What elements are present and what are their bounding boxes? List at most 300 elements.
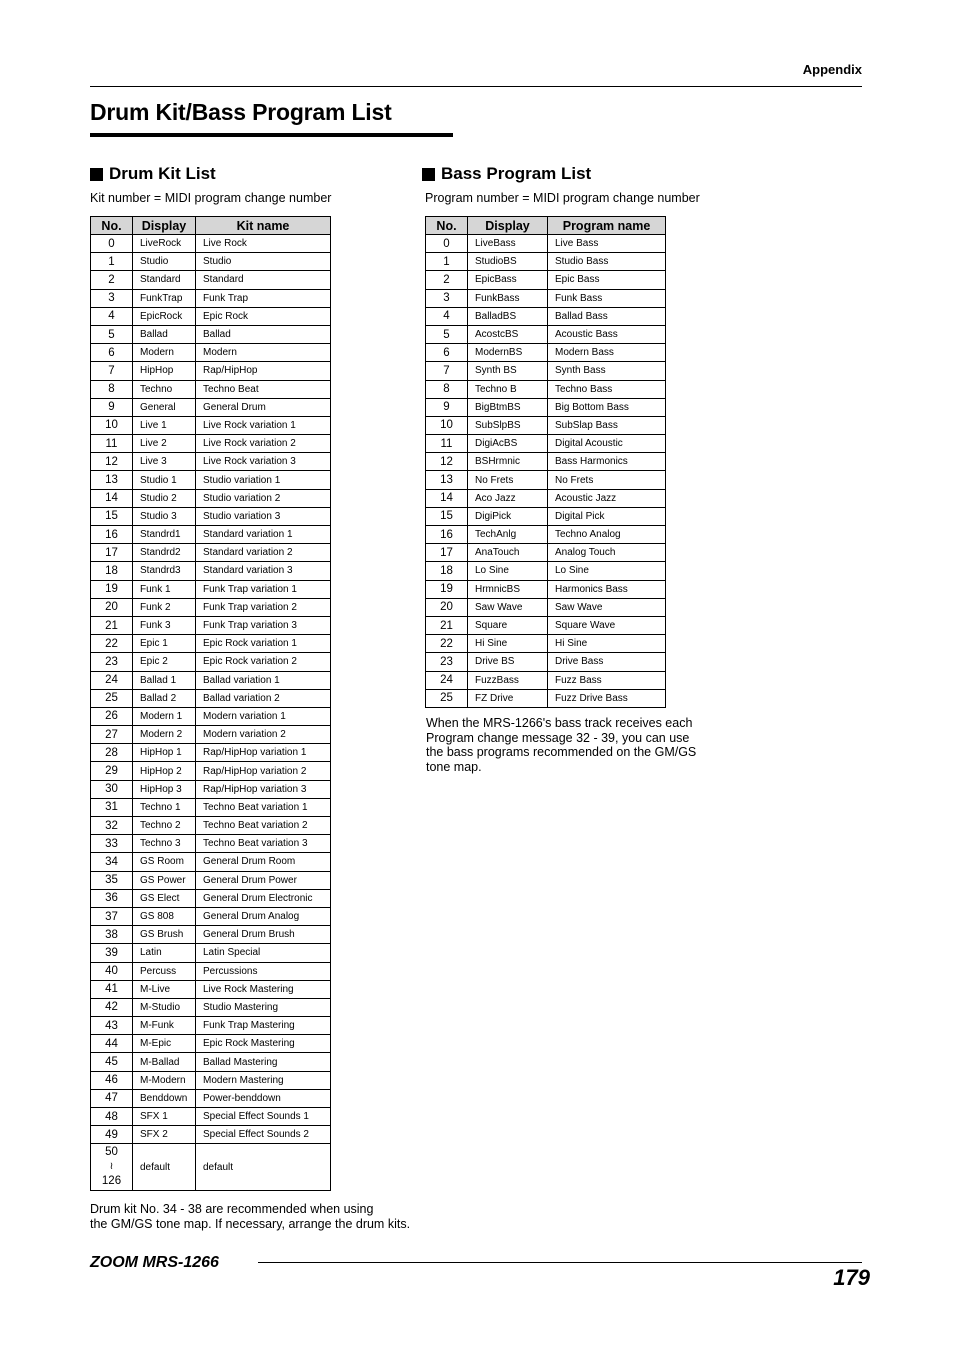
table-row [426, 380, 666, 398]
table-row [91, 798, 331, 816]
drum-kit-note-line: the GM/GS tone map. If necessary, arrange the drum kits. [90, 1216, 411, 1231]
row-display: Modern 1 [133, 707, 196, 725]
bass-program-table [425, 216, 666, 708]
row-name: Digital Acoustic [548, 435, 666, 453]
bass-program-note-line: Program change message 32 - 39, you can use [426, 730, 690, 745]
row-number: 31 [91, 798, 133, 816]
row-number: 3 [426, 289, 468, 307]
table-row [91, 889, 331, 907]
row-number: 26 [91, 707, 133, 725]
row-display: HrmnicBS [468, 580, 548, 598]
table-row [91, 726, 331, 744]
row-display: GS Room [133, 853, 196, 871]
row-number: 35 [91, 871, 133, 889]
row-name: Ballad [196, 325, 331, 343]
row-display: FZ Drive [468, 689, 548, 707]
row-name: Drive Bass [548, 653, 666, 671]
row-display: Epic 2 [133, 653, 196, 671]
row-name: Percussions [196, 962, 331, 980]
row-name: Fuzz Drive Bass [548, 689, 666, 707]
row-number: 22 [426, 635, 468, 653]
row-name: Live Rock variation 1 [196, 416, 331, 434]
section-label: Appendix [802, 62, 862, 77]
row-number: 23 [91, 653, 133, 671]
row-number: 42 [91, 998, 133, 1016]
table-row [91, 907, 331, 925]
row-number: 24 [426, 671, 468, 689]
row-number: 20 [91, 598, 133, 616]
row-display: Studio 1 [133, 471, 196, 489]
table-row [91, 1071, 331, 1089]
table-row [91, 835, 331, 853]
row-number: 12 [426, 453, 468, 471]
row-display: GS Power [133, 871, 196, 889]
row-display: Ballad 1 [133, 671, 196, 689]
row-number: 10 [426, 416, 468, 434]
row-number: 4 [91, 307, 133, 325]
row-number: 38 [91, 926, 133, 944]
row-name: General Drum Room [196, 853, 331, 871]
bass-program-subnote: Program number = MIDI program change number [425, 191, 700, 205]
row-display: SubSlpBS [468, 416, 548, 434]
row-display: Ballad 2 [133, 689, 196, 707]
table-row [91, 1108, 331, 1126]
row-display: Live 1 [133, 416, 196, 434]
row-name: Special Effect Sounds 2 [196, 1126, 331, 1144]
row-name: Studio Bass [548, 253, 666, 271]
table-row [91, 653, 331, 671]
table-row [91, 689, 331, 707]
row-number: 21 [426, 616, 468, 634]
table-row [91, 307, 331, 325]
row-number-range [91, 1144, 133, 1191]
row-number: 0 [426, 235, 468, 253]
row-name: No Frets [548, 471, 666, 489]
table-row [91, 507, 331, 525]
row-display: Studio [133, 253, 196, 271]
table-row [426, 507, 666, 525]
table-row [91, 762, 331, 780]
row-name: Studio variation 1 [196, 471, 331, 489]
row-number: 40 [91, 962, 133, 980]
row-name: Techno Beat variation 2 [196, 817, 331, 835]
row-number: 28 [91, 744, 133, 762]
table-row [91, 325, 331, 343]
row-display: DigiPick [468, 507, 548, 525]
row-name: Techno Analog [548, 526, 666, 544]
row-display: Modern 2 [133, 726, 196, 744]
table-row [91, 1089, 331, 1107]
row-name: Rap/HipHop variation 2 [196, 762, 331, 780]
row-number: 25 [426, 689, 468, 707]
table-row [426, 689, 666, 707]
row-number: 18 [91, 562, 133, 580]
table-row [426, 453, 666, 471]
row-number: 48 [91, 1108, 133, 1126]
row-number: 25 [91, 689, 133, 707]
row-number: 39 [91, 944, 133, 962]
column-header-no: No. [91, 217, 133, 235]
row-number: 2 [426, 271, 468, 289]
range-from: 50 [105, 1146, 118, 1159]
top-rule [90, 86, 862, 87]
range-stack [91, 1145, 132, 1189]
row-display: TechAnlg [468, 526, 548, 544]
table-row [426, 598, 666, 616]
row-number: 4 [426, 307, 468, 325]
table-row [426, 325, 666, 343]
row-name: Epic Rock variation 1 [196, 635, 331, 653]
row-name: Epic Rock Mastering [196, 1035, 331, 1053]
row-name: Latin Special [196, 944, 331, 962]
table-row [91, 926, 331, 944]
row-display: M-Ballad [133, 1053, 196, 1071]
row-number: 14 [426, 489, 468, 507]
table-row [426, 307, 666, 325]
row-name: Epic Rock [196, 307, 331, 325]
row-display: Aco Jazz [468, 489, 548, 507]
bass-program-note-line: the bass programs recommended on the GM/GS [426, 745, 697, 759]
row-display: SFX 2 [133, 1126, 196, 1144]
row-name: Acoustic Bass [548, 325, 666, 343]
row-number: 7 [91, 362, 133, 380]
row-name: Rap/HipHop [196, 362, 331, 380]
row-name: Ballad variation 1 [196, 671, 331, 689]
table-row [426, 489, 666, 507]
row-name: Saw Wave [548, 598, 666, 616]
row-display: GS Brush [133, 926, 196, 944]
table-row [91, 871, 331, 889]
row-display: Ballad [133, 325, 196, 343]
table-row [426, 580, 666, 598]
row-display: Techno 3 [133, 835, 196, 853]
row-display: BigBtmBS [468, 398, 548, 416]
row-name: Studio variation 2 [196, 489, 331, 507]
row-display: Funk 2 [133, 598, 196, 616]
table-row [91, 253, 331, 271]
table-row [91, 271, 331, 289]
row-display: FuzzBass [468, 671, 548, 689]
page-number: 179 [833, 1265, 870, 1290]
row-name: Lo Sine [548, 562, 666, 580]
row-name: Analog Touch [548, 544, 666, 562]
bass-program-heading [422, 164, 591, 184]
row-display: BalladBS [468, 307, 548, 325]
row-name: Live Rock variation 3 [196, 453, 331, 471]
row-name: General Drum Brush [196, 926, 331, 944]
row-name: General Drum Power [196, 871, 331, 889]
table-row [426, 235, 666, 253]
row-number: 14 [91, 489, 133, 507]
table-row [91, 944, 331, 962]
row-name: Bass Harmonics [548, 453, 666, 471]
row-name: General Drum Electronic [196, 889, 331, 907]
row-display: BSHrmnic [468, 453, 548, 471]
row-name: Live Rock variation 2 [196, 435, 331, 453]
row-name: Ballad variation 2 [196, 689, 331, 707]
row-number: 20 [426, 598, 468, 616]
row-number: 8 [91, 380, 133, 398]
row-display: Techno 1 [133, 798, 196, 816]
row-number: 49 [91, 1126, 133, 1144]
row-name: Live Rock Mastering [196, 980, 331, 998]
table-row [91, 1017, 331, 1035]
row-number: 37 [91, 907, 133, 925]
row-number: 19 [91, 580, 133, 598]
row-number: 43 [91, 1017, 133, 1035]
row-number: 12 [91, 453, 133, 471]
row-number: 30 [91, 780, 133, 798]
table-row [91, 1053, 331, 1071]
row-display: M-Studio [133, 998, 196, 1016]
table-row [91, 780, 331, 798]
row-name: Funk Trap variation 2 [196, 598, 331, 616]
row-display: Drive BS [468, 653, 548, 671]
table-row [91, 471, 331, 489]
drum-kit-note-line: Drum kit No. 34 - 38 are recommended when using [90, 1202, 374, 1216]
row-number: 41 [91, 980, 133, 998]
table-row [426, 398, 666, 416]
table-row [91, 362, 331, 380]
row-number: 2 [91, 271, 133, 289]
row-number: 5 [91, 325, 133, 343]
row-number: 17 [91, 544, 133, 562]
table-row [91, 235, 331, 253]
column-header-no: No. [426, 217, 468, 235]
row-name: Studio [196, 253, 331, 271]
row-name: Modern Mastering [196, 1071, 331, 1089]
row-number: 36 [91, 889, 133, 907]
row-display: EpicRock [133, 307, 196, 325]
row-number: 13 [91, 471, 133, 489]
row-number: 29 [91, 762, 133, 780]
row-display: SFX 1 [133, 1108, 196, 1126]
row-display: Synth BS [468, 362, 548, 380]
row-number: 3 [91, 289, 133, 307]
table-row [91, 489, 331, 507]
row-name: Modern variation 1 [196, 707, 331, 725]
row-name: Techno Beat [196, 380, 331, 398]
row-name: Standard variation 1 [196, 526, 331, 544]
row-number: 15 [426, 507, 468, 525]
row-number: 23 [426, 653, 468, 671]
row-number: 17 [426, 544, 468, 562]
column-header-display: Display [133, 217, 196, 235]
row-name: General Drum [196, 398, 331, 416]
page-title: Drum Kit/Bass Program List [90, 99, 392, 125]
square-bullet-icon [90, 168, 103, 181]
row-number: 11 [426, 435, 468, 453]
table-row [91, 580, 331, 598]
row-display: Standrd1 [133, 526, 196, 544]
row-number: 7 [426, 362, 468, 380]
table-row [91, 453, 331, 471]
row-name: SubSlap Bass [548, 416, 666, 434]
row-number: 32 [91, 817, 133, 835]
table-row [426, 671, 666, 689]
bass-program-heading-text: Bass Program List [441, 164, 592, 183]
row-name: default [196, 1144, 331, 1191]
row-display: LiveRock [133, 235, 196, 253]
row-display: M-Epic [133, 1035, 196, 1053]
footer-rule [258, 1262, 862, 1263]
row-display: Epic 1 [133, 635, 196, 653]
row-name: Fuzz Bass [548, 671, 666, 689]
row-name: Modern Bass [548, 344, 666, 362]
table-row [426, 435, 666, 453]
row-display: HipHop [133, 362, 196, 380]
row-display: LiveBass [468, 235, 548, 253]
row-display: M-Funk [133, 1017, 196, 1035]
table-row [426, 362, 666, 380]
row-display: Square [468, 616, 548, 634]
row-display: Hi Sine [468, 635, 548, 653]
table-row [426, 562, 666, 580]
row-number: 6 [426, 344, 468, 362]
row-number: 10 [91, 416, 133, 434]
row-display: Saw Wave [468, 598, 548, 616]
row-name: Live Rock [196, 235, 331, 253]
row-name: Live Bass [548, 235, 666, 253]
row-name: Power-benddown [196, 1089, 331, 1107]
row-name: Special Effect Sounds 1 [196, 1108, 331, 1126]
row-name: Epic Rock variation 2 [196, 653, 331, 671]
row-name: Ballad Bass [548, 307, 666, 325]
row-display: Studio 2 [133, 489, 196, 507]
row-name: Studio Mastering [196, 998, 331, 1016]
row-name: Studio variation 3 [196, 507, 331, 525]
table-row [426, 289, 666, 307]
row-display: Percuss [133, 962, 196, 980]
row-name: Digital Pick [548, 507, 666, 525]
row-number: 34 [91, 853, 133, 871]
column-header-display: Display [468, 217, 548, 235]
table-row [91, 526, 331, 544]
row-display: GS Elect [133, 889, 196, 907]
row-number: 27 [91, 726, 133, 744]
row-number: 16 [426, 526, 468, 544]
table-row [426, 653, 666, 671]
table-row [91, 817, 331, 835]
table-row [426, 616, 666, 634]
bass-program-note-line: tone map. [426, 759, 482, 774]
row-name: Rap/HipHop variation 1 [196, 744, 331, 762]
bass-program-note [426, 716, 696, 774]
row-number: 11 [91, 435, 133, 453]
range-to: 126 [101, 1175, 122, 1188]
row-number: 46 [91, 1071, 133, 1089]
row-display: Modern [133, 344, 196, 362]
table-row [426, 544, 666, 562]
row-number: 13 [426, 471, 468, 489]
table-row [91, 962, 331, 980]
bass-program-header-row [426, 217, 666, 235]
row-name: Funk Trap variation 1 [196, 580, 331, 598]
table-row [91, 344, 331, 362]
row-display: M-Modern [133, 1071, 196, 1089]
row-display: Standard [133, 271, 196, 289]
table-row [91, 598, 331, 616]
row-name: Standard [196, 271, 331, 289]
row-name: Standard variation 3 [196, 562, 331, 580]
row-display: HipHop 1 [133, 744, 196, 762]
drum-kit-subnote: Kit number = MIDI program change number [90, 191, 332, 205]
row-display: AcostcBS [468, 325, 548, 343]
table-row [426, 416, 666, 434]
row-display: default [133, 1144, 196, 1191]
table-row [426, 271, 666, 289]
row-number: 44 [91, 1035, 133, 1053]
table-row [91, 744, 331, 762]
range-tilde-icon: ≀ [109, 1161, 114, 1173]
row-display: Studio 3 [133, 507, 196, 525]
row-name: General Drum Analog [196, 907, 331, 925]
row-name: Modern variation 2 [196, 726, 331, 744]
row-display: General [133, 398, 196, 416]
row-name: Funk Trap variation 3 [196, 616, 331, 634]
row-number: 47 [91, 1089, 133, 1107]
drum-kit-header-row [91, 217, 331, 235]
row-name: Hi Sine [548, 635, 666, 653]
table-row [426, 526, 666, 544]
row-display: FunkTrap [133, 289, 196, 307]
row-number: 16 [91, 526, 133, 544]
row-display: FunkBass [468, 289, 548, 307]
row-number: 9 [426, 398, 468, 416]
row-number: 6 [91, 344, 133, 362]
column-header-kit-name: Kit name [196, 217, 331, 235]
row-display: Funk 1 [133, 580, 196, 598]
row-number: 15 [91, 507, 133, 525]
table-row [91, 562, 331, 580]
table-row [91, 416, 331, 434]
drum-kit-heading [90, 164, 216, 184]
row-number: 5 [426, 325, 468, 343]
table-row [426, 471, 666, 489]
row-name: Standard variation 2 [196, 544, 331, 562]
row-display: Benddown [133, 1089, 196, 1107]
row-display: Lo Sine [468, 562, 548, 580]
row-display: ModernBS [468, 344, 548, 362]
table-row [91, 1126, 331, 1144]
row-display: Live 2 [133, 435, 196, 453]
table-row [91, 289, 331, 307]
column-header-program-name: Program name [548, 217, 666, 235]
table-row [91, 998, 331, 1016]
row-display: Latin [133, 944, 196, 962]
row-name: Synth Bass [548, 362, 666, 380]
square-bullet-icon [422, 168, 435, 181]
row-name: Ballad Mastering [196, 1053, 331, 1071]
row-number: 1 [426, 253, 468, 271]
table-row [91, 707, 331, 725]
row-display: No Frets [468, 471, 548, 489]
row-name: Rap/HipHop variation 3 [196, 780, 331, 798]
row-name: Epic Bass [548, 271, 666, 289]
row-number: 18 [426, 562, 468, 580]
row-name: Funk Trap Mastering [196, 1017, 331, 1035]
row-display: DigiAcBS [468, 435, 548, 453]
row-name: Square Wave [548, 616, 666, 634]
row-display: Live 3 [133, 453, 196, 471]
row-number: 22 [91, 635, 133, 653]
row-display: HipHop 3 [133, 780, 196, 798]
bass-program-note-line: When the MRS-1266's bass track receives each [426, 716, 693, 730]
row-name: Modern [196, 344, 331, 362]
table-row [91, 980, 331, 998]
row-name: Harmonics Bass [548, 580, 666, 598]
row-display: M-Live [133, 980, 196, 998]
